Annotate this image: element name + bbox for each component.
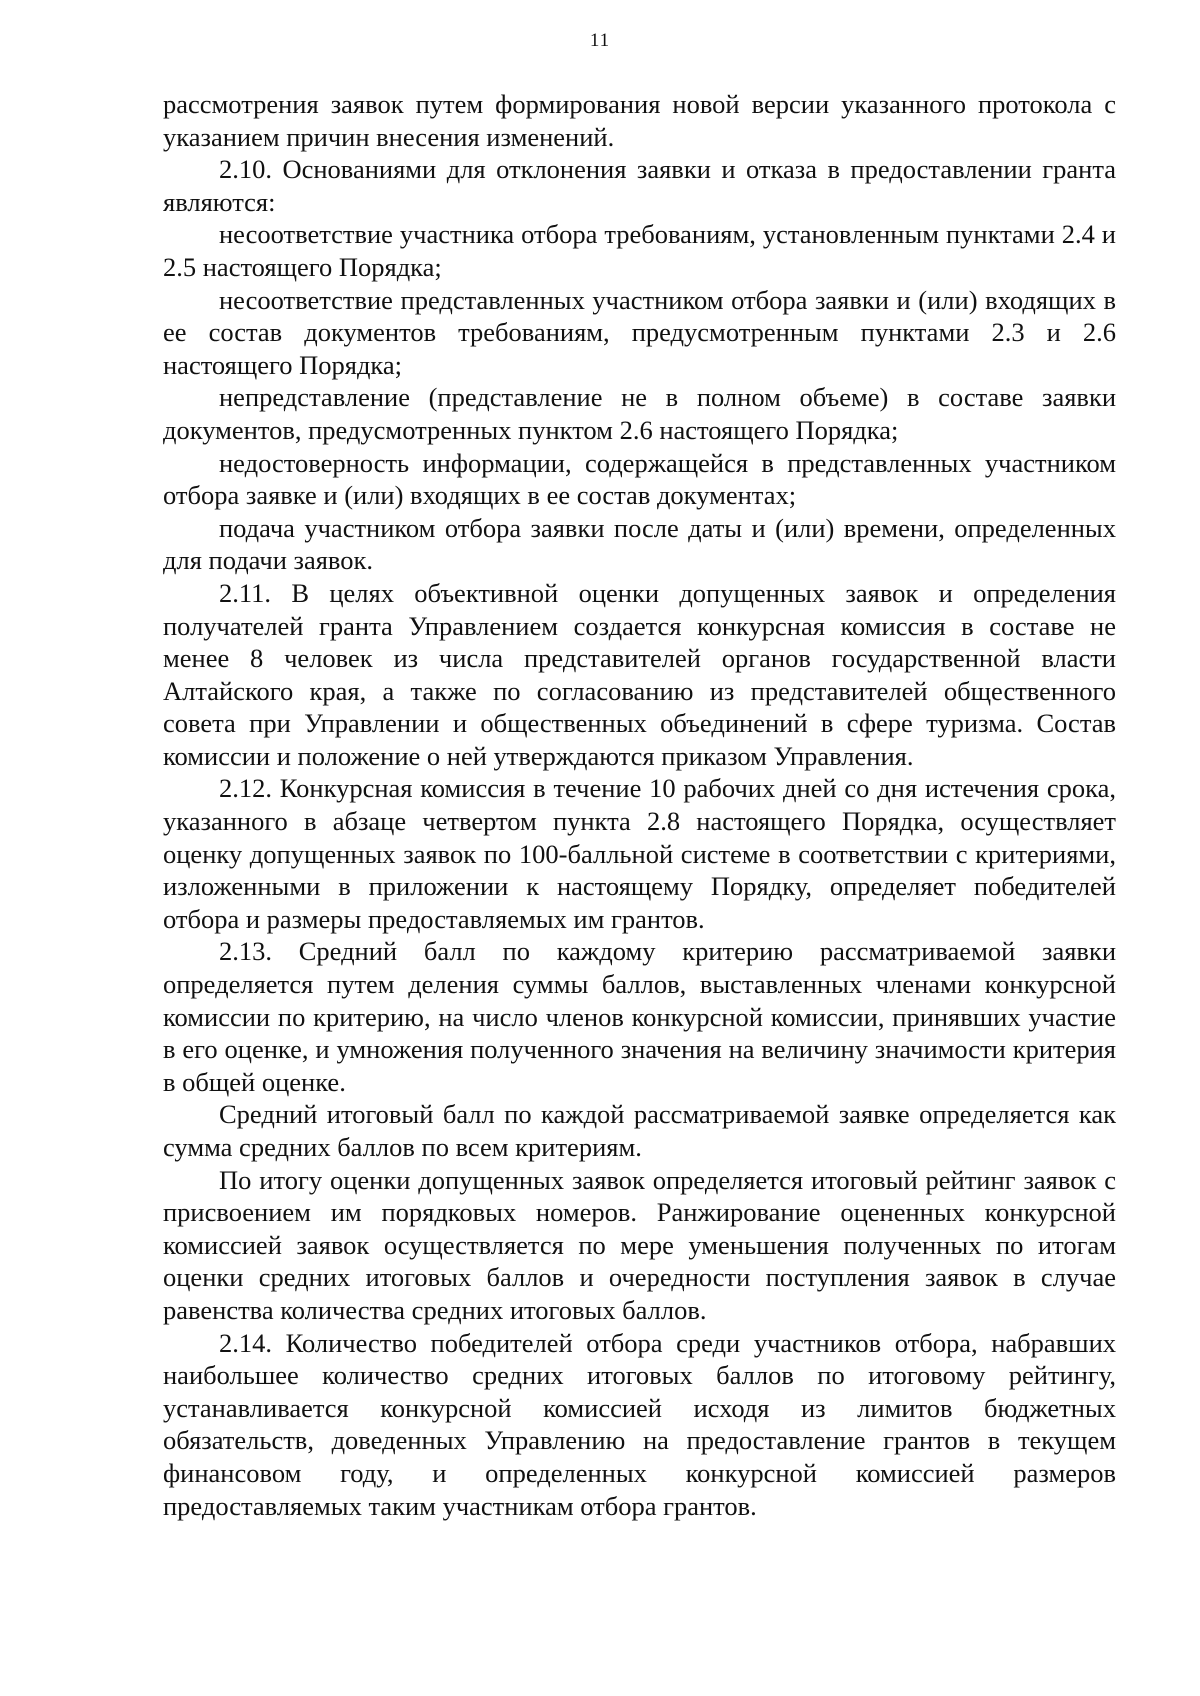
paragraph-2-13: 2.13. Средний балл по каждому критерию рассматриваемой заявки определяется путем деления суммы баллов, выставленных членами конкурсной комиссии по критерию, на число членов конкурсной комиссии, принявших участие в его оценке, и умножения полученного значения на величину значимости критерия в общей оценке. bbox=[163, 936, 1116, 1097]
paragraph-average-score: Средний итоговый балл по каждой рассматриваемой заявке определяется как сумма средних баллов по всем критериям. bbox=[163, 1099, 1116, 1162]
paragraph-2-12: 2.12. Конкурсная комиссия в течение 10 рабочих дней со дня истечения срока, указанного в абзаце четвертом пункта 2.8 настоящего Порядка, осуществляет оценку допущенных заявок по 100-балльной системе в соответствии с критериями, изложенными в приложении к настоящему Порядку, определяет победителей отбора и размеры предоставляемых им грантов. bbox=[163, 773, 1116, 934]
paragraph-continuation: рассмотрения заявок путем формирования новой версии указанного протокола с указанием причин внесения изменений. bbox=[163, 89, 1116, 152]
paragraph-2-14: 2.14. Количество победителей отбора среди участников отбора, набравших наибольшее количество средних итоговых баллов по итоговому рейтингу, устанавливается конкурсной комиссией исходя из лимитов бюджетных обязательств, доведенных Управлению на предоставление грантов в текущем финансовом году, и определенных конкурсной комиссией размеров предоставляемых таким участникам отбора грантов. bbox=[163, 1327, 1116, 1521]
paragraph-rating: По итогу оценки допущенных заявок определяется итоговый рейтинг заявок с присвоением им порядковых номеров. Ранжирование оцененных конкурсной комиссией заявок осуществляется по мере уменьшения полученных по итогам оценки средних итоговых баллов и очередности поступления заявок в случае равенства количества средних итоговых баллов. bbox=[163, 1164, 1116, 1325]
document-body bbox=[163, 88, 1116, 1522]
paragraph-2-11: 2.11. В целях объективной оценки допущенных заявок и определения получателей гранта Управлением создается конкурсная комиссия в составе не менее 8 человек из числа представителей органов государственной власти Алтайского края, а также по согласованию из представителей общественного совета при Управлении и общественных объединений в сфере туризма. Состав комиссии и положение о ней утверждаются приказом Управления. bbox=[163, 577, 1116, 771]
page-number: 11 bbox=[589, 30, 611, 51]
paragraph-ground-2: несоответствие представленных участником отбора заявки и (или) входящих в ее состав документов требованиям, предусмотренным пунктами 2.3 и 2.6 настоящего Порядка; bbox=[163, 284, 1116, 380]
paragraph-ground-4: недостоверность информации, содержащейся в представленных участником отбора заявке и (или) входящих в ее состав документах; bbox=[163, 447, 1116, 511]
paragraph-ground-3: непредставление (представление не в полном объеме) в составе заявки документов, предусмотренных пунктом 2.6 настоящего Порядка; bbox=[163, 382, 1116, 445]
paragraph-2-10: 2.10. Основаниями для отклонения заявки и отказа в предоставлении гранта являются: bbox=[163, 154, 1116, 217]
paragraph-ground-5: подача участником отбора заявки после даты и (или) времени, определенных для подачи заявок. bbox=[163, 512, 1116, 576]
paragraph-ground-1: несоответствие участника отбора требованиям, установленным пунктами 2.4 и 2.5 настоящего Порядка; bbox=[163, 219, 1116, 282]
